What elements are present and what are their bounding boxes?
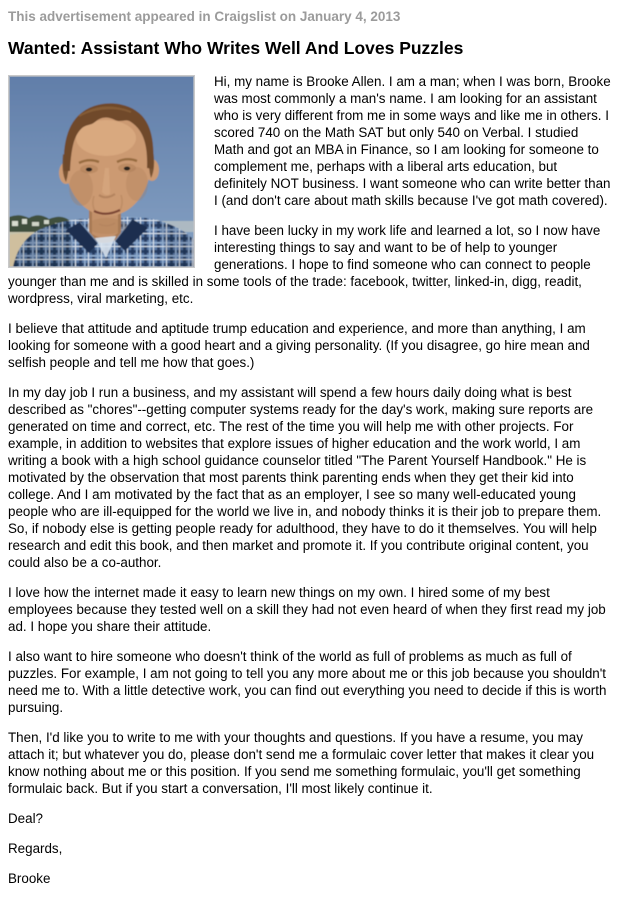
ad-title: Wanted: Assistant Who Writes Well And Loves Puzzles: [8, 38, 464, 58]
paragraph-experience: I have been lucky in my work life and learned a lot, so I now have interesting things to say and want to be of help to younger generations. I hope to find someone who can connect to people younger than me and is skilled in some tools of the trade: facebook, twitter, linked-in, digg, readit, wordpress, viral marketing, etc.: [8, 223, 601, 306]
paragraph-internet-learning: I love how the internet made it easy to learn new things on my own. I hired some of my best employees because they tested well on a skill they had not even heard of when they first read my job ad. I hope you share their attitude.: [8, 585, 606, 634]
paragraph-regards: Regards,: [8, 841, 63, 856]
portrait-photo: [8, 75, 195, 268]
paragraph-how-to-apply: Then, I'd like you to write to me with your thoughts and questions. If you have a resume, you may attach it; but whatever you do, please don't send me a formulaic cover letter that makes it clear you know nothing about me or this position. If you send me something formulaic, you'll get something formulaic back. But if you start a conversation, I'll most likely continue it.: [8, 730, 595, 796]
paragraph-intro: Hi, my name is Brooke Allen. I am a man; when I was born, Brooke was most commonly a man's name. I am looking for an assistant who is very different from me in some ways and like me in others. I scored 740 on the Math SAT but only 540 on Verbal. I studied Math and got an MBA in Finance, so I am looking for someone to complement me, perhaps with a liberal arts education, but definitely NOT business. I want someone who can write better than I (and don't care about math skills because I've got math covered).: [214, 74, 611, 208]
ad-source-note: This advertisement appeared in Craigslist on January 4, 2013: [8, 9, 401, 24]
portrait-illustration: [9, 76, 194, 267]
paragraph-signature: Brooke: [8, 871, 51, 886]
ad-body: [8, 73, 611, 887]
paragraph-puzzles: I also want to hire someone who doesn't think of the world as full of problems as much as full of puzzles. For example, I am not going to tell you any more about me or this job because you shouldn't need me to. With a little detective work, you can find out everything you need to decide if this is worth pursuing.: [8, 649, 607, 715]
craigslist-ad-page: [8, 8, 611, 887]
paragraph-attitude: I believe that attitude and aptitude trump education and experience, and more than anything, I am looking for someone with a good heart and a giving personality. (If you disagree, go hire mean and selfish people and tell me how that goes.): [8, 321, 590, 370]
paragraph-job-description: In my day job I run a business, and my assistant will spend a few hours daily doing what is best described as "chores"--getting computer systems ready for the day's work, making sure reports are generated on time and correct, etc. The rest of the time you will help me with other projects. For example, in addition to websites that explore issues of higher education and the work world, I am writing a book with a high school guidance counselor titled "The Parent Yourself Handbook." He is motivated by the observation that most parents think parenting ends when they get their kid into college. And I am motivated by the fact that as an employer, I see so many well-educated young people who are ill-equipped for the world we live in, and nobody thinks it is their job to prepare them. So, if nobody else is getting people ready for adulthood, they have to do it themselves. You will help research and edit this book, and then market and promote it. If you contribute original content, you could also be a co-author.: [8, 385, 602, 570]
paragraph-deal: Deal?: [8, 811, 43, 826]
